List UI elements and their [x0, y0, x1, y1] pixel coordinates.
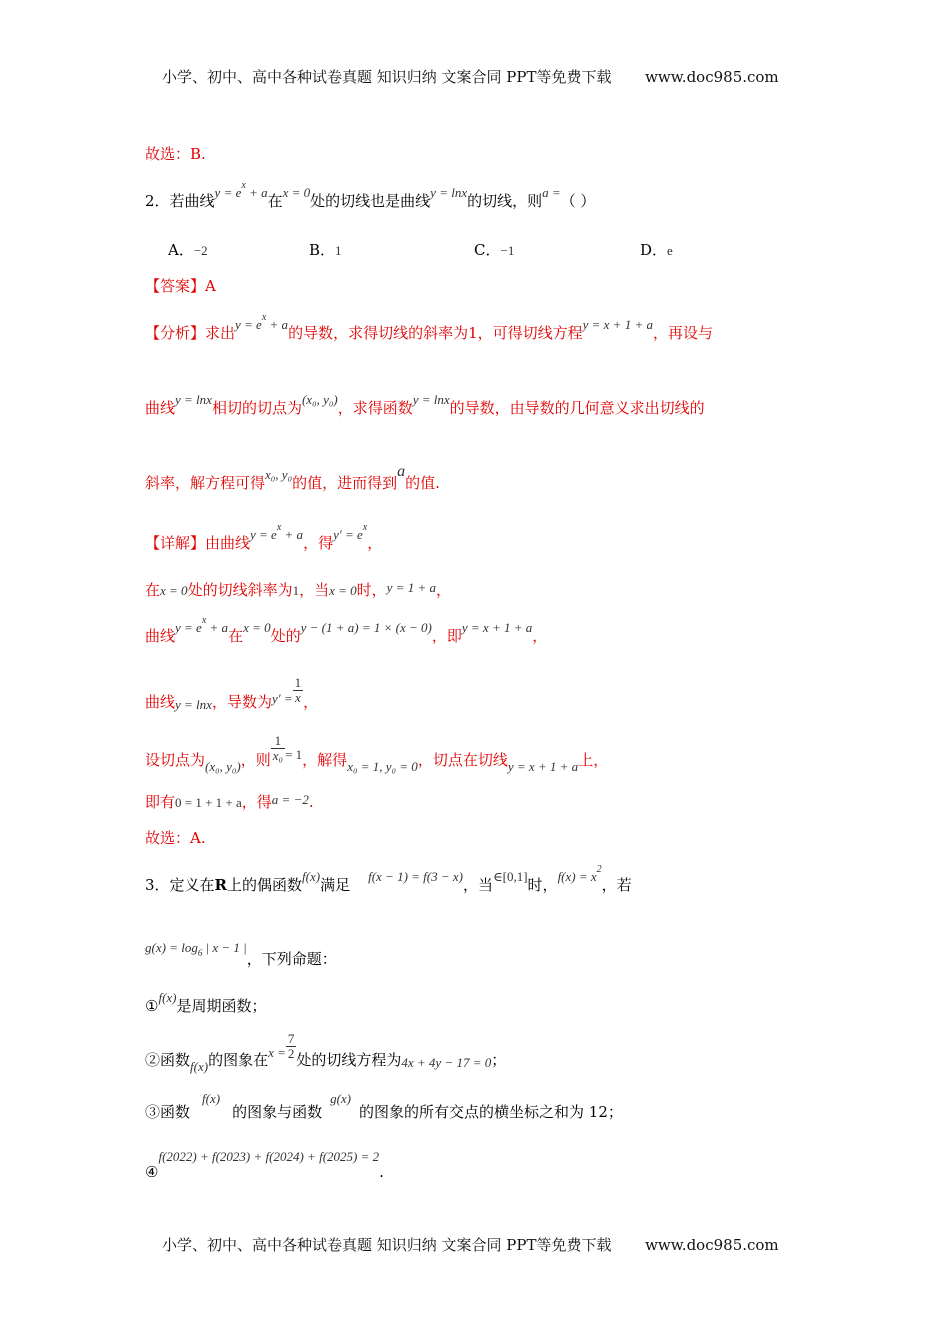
q3-proposition-3: ③函数f(x)的图象与函数g(x)的图象的所有交点的横坐标之和为 12；	[145, 1091, 623, 1121]
q3-stem-line1: 3．定义在R上的偶函数f(x)满足 f(x − 1) = f(3 − x)，当∈[0,1]时，$f(x) = x^2$，若	[145, 864, 632, 894]
q2-detail-line5: 设切点为(x₀, y₀)，则 $\frac{1}{\text{x₀}}$ = 1，解得x₀ = 1, y₀ = 0，切点在切线y = x + 1 + a上，	[145, 733, 609, 774]
q2-curve2: y = lnx	[430, 185, 468, 200]
header-text: 小学、初中、高中各种试卷真题 知识归纳 文案合同 PPT等免费下载	[162, 68, 612, 86]
q2-option-a: A．−2	[168, 241, 208, 259]
header-url[interactable]: www.doc985.com	[645, 68, 779, 86]
q2-stem: 2．若曲线$y = e^x + a$在x = 0处的切线也是曲线y = lnx的切线，则a =（ ）	[145, 180, 596, 210]
prev-choice: 故选：B.	[145, 145, 206, 163]
q2-detail-line2: 在x = 0处的切线斜率为1，当x = 0时，y = 1 + a，	[145, 580, 451, 599]
q2-option-b: B．1	[309, 241, 342, 259]
footer-text: 小学、初中、高中各种试卷真题 知识归纳 文案合同 PPT等免费下载	[162, 1236, 612, 1254]
page-footer	[162, 1238, 779, 1253]
q2-analysis-line2: 曲线y = lnx相切的切点为(x₀, y₀)，求得函数y = lnx的导数，由导数的几何意义求出切线的	[145, 392, 705, 417]
q3-stem-line2: $g(x) = \log_6$ | x − 1 |，下列命题：	[145, 940, 337, 968]
q2-x0: x = 0	[282, 185, 311, 200]
q2-option-d: D．e	[640, 241, 673, 259]
q2-answer: 【答案】A	[145, 277, 216, 295]
q3-proposition-2: ②函数f(x)的图象在x = $\frac{7}{2}$ 处的切线方程为4x + 4y − 17 = 0；	[145, 1031, 507, 1074]
q3-proposition-4: ④f(2022) + f(2023) + f(2024) + f(2025) = 2.	[145, 1149, 384, 1181]
page-header	[162, 70, 779, 85]
q2-detail-choice: 故选：A.	[145, 829, 206, 847]
q2-analysis-line3: 斜率，解方程可得x₀, y₀的值，进而得到a的值.	[145, 463, 440, 492]
q2-detail-line6: 即有0 = 1 + 1 + a，得a = −2.	[145, 792, 314, 811]
q2-detail-line1: 【详解】由曲线$y = e^x + a$，得$y' = e^x$，	[145, 522, 383, 552]
q2-analysis-line1: 【分析】求出$y = e^x + a$的导数，求得切线的斜率为1，可得切线方程y = x + 1 + a，再设与	[145, 312, 713, 342]
p2-fraction: $\frac{7}{2}$	[287, 1031, 295, 1062]
q2-option-c: C．−1	[474, 241, 515, 259]
q2-detail-line4: 曲线y = lnx，导数为y′ = $\frac{1}{x}$ ，	[145, 675, 319, 712]
footer-url[interactable]: www.doc985.com	[645, 1236, 779, 1254]
q2-detail-line3: 曲线$y = e^x + a$在x = 0处的y − (1 + a) = 1 × (x − 0)，即y = x + 1 + a，	[145, 615, 548, 645]
d4-fraction: $\frac{1}{x}$	[294, 675, 302, 706]
q2-a: a =	[542, 185, 561, 200]
q3-proposition-1: ①f(x)是周期函数；	[145, 990, 267, 1015]
d5-fraction: $\frac{1}{\text{x₀}}$	[272, 733, 284, 764]
q2-curve1: $y = e^x + a$	[214, 180, 268, 200]
